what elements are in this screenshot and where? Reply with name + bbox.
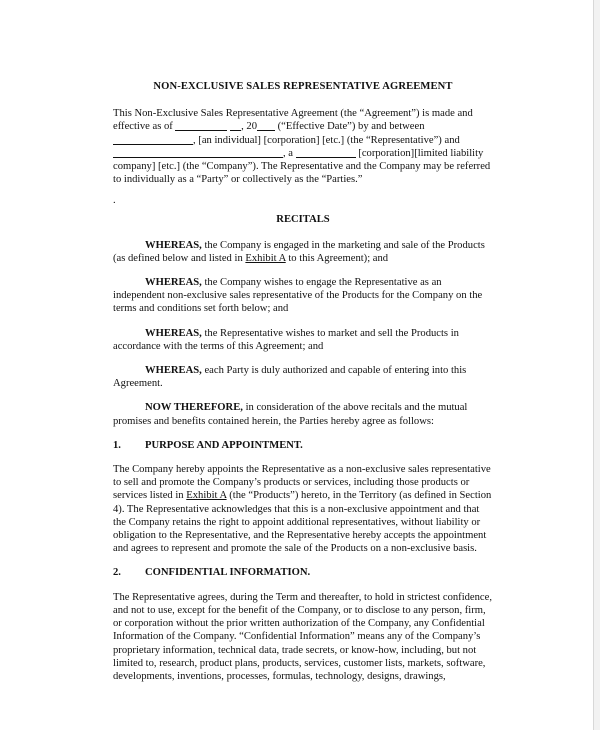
section-title: PURPOSE AND APPOINTMENT. <box>145 439 303 451</box>
company-name-blank[interactable] <box>113 147 283 158</box>
section-1-text-2: (the “Products”) hereto, in the Territory (as defined in Section 4). The Representative acknowledges that this is a non-exclusive appointment and that the Company retains the right to appoint additional representatives, without liability or obligation to the Representative, and the Representative hereby accepts the appointment and agrees to represent and promote the sale of the Products on a non-exclusive basis. <box>113 490 492 555</box>
document-body <box>113 80 493 694</box>
exhibit-a-link[interactable]: Exhibit A <box>245 252 286 264</box>
section-2-body: The Representative agrees, during the Term and thereafter, to hold in strictest confidence, and not to use, except for the benefit of the Company, or to disclose to any person, firm, or corporation without the prior written authorization of the Company, any Confidential Information of the Company. “Confidential Information” means any of the Company’s proprietary information, technical data, trade secrets, or know-how, including, but not limited to, research, product plans, products, services, customer lists, markets, software, developments, inventions, processes, formulas, technology, designs, drawings, <box>113 591 492 682</box>
intro-text-3: , 20 <box>241 121 257 133</box>
section-1-text-1: The Company hereby appoints the Representative as a non-exclusive sales representative to sell and promote the Company’s products or services, including those products or services listed in <box>113 464 491 502</box>
section-number: 2. <box>113 567 121 579</box>
whereas-lead: WHEREAS, <box>145 239 202 251</box>
whereas-paragraph-2 <box>113 276 493 316</box>
whereas-paragraph-4 <box>113 364 493 390</box>
whereas-paragraph-1 <box>113 239 493 265</box>
intro-text-4: (“Effective Date”) by and between <box>275 121 425 133</box>
whereas-lead: WHEREAS, <box>145 277 202 289</box>
year-blank[interactable] <box>257 120 275 131</box>
now-therefore-paragraph <box>113 401 493 427</box>
whereas-lead: WHEREAS, <box>145 365 202 377</box>
stray-dot: . <box>113 195 116 207</box>
intro-text-7: [corporation][limited liability company] [etc.] (the “Company”). The Representative and the Company may be referred to individually as a “Party” or collectively as the “Parties.” <box>113 147 491 186</box>
date-blank[interactable] <box>175 120 227 131</box>
whereas-paragraph-3 <box>113 327 493 353</box>
whereas-text: the Representative wishes to market and sell the Products in accordance with the terms of this Agreement; and <box>113 327 459 352</box>
now-therefore-lead: NOW THEREFORE, <box>145 402 243 414</box>
recitals-heading: RECITALS <box>276 214 330 226</box>
intro-text-6: , a <box>283 147 296 159</box>
intro-text-5: , [an individual] [corporation] [etc.] (the “Representative”) and <box>193 134 460 146</box>
intro-paragraph <box>113 107 493 186</box>
now-therefore-text: in consideration of the above recitals and the mutual promises and benefits contained herein, the Parties hereby agree as follows: <box>113 402 468 427</box>
document-title: NON-EXCLUSIVE SALES REPRESENTATIVE AGREEMENT <box>153 81 453 92</box>
section-1-body <box>113 463 493 555</box>
whereas-text: the Company wishes to engage the Representative as an independent non-exclusive sales representative of the Products for the Company on the terms and conditions set forth below; and <box>113 277 483 315</box>
section-title: CONFIDENTIAL INFORMATION. <box>145 567 311 579</box>
whereas-lead: WHEREAS, <box>145 327 202 339</box>
section-1-heading <box>113 439 493 452</box>
intro-text-1: This Non-Exclusive Sales Representative Agreement (the “Agreement”) is made and effective as of <box>113 108 473 133</box>
company-state-blank[interactable] <box>296 147 356 158</box>
day-blank[interactable] <box>230 120 241 131</box>
whereas-text: each Party is duly authorized and capable of entering into this Agreement. <box>113 365 467 390</box>
representative-name-blank[interactable] <box>113 134 193 145</box>
whereas-tail: to this Agreement); and <box>285 252 389 264</box>
exhibit-a-link[interactable]: Exhibit A <box>186 490 227 502</box>
whereas-text: the Company is engaged in the marketing and sale of the Products (as defined below and listed in <box>113 239 485 264</box>
section-2-heading <box>113 566 493 579</box>
section-number: 1. <box>113 439 121 451</box>
